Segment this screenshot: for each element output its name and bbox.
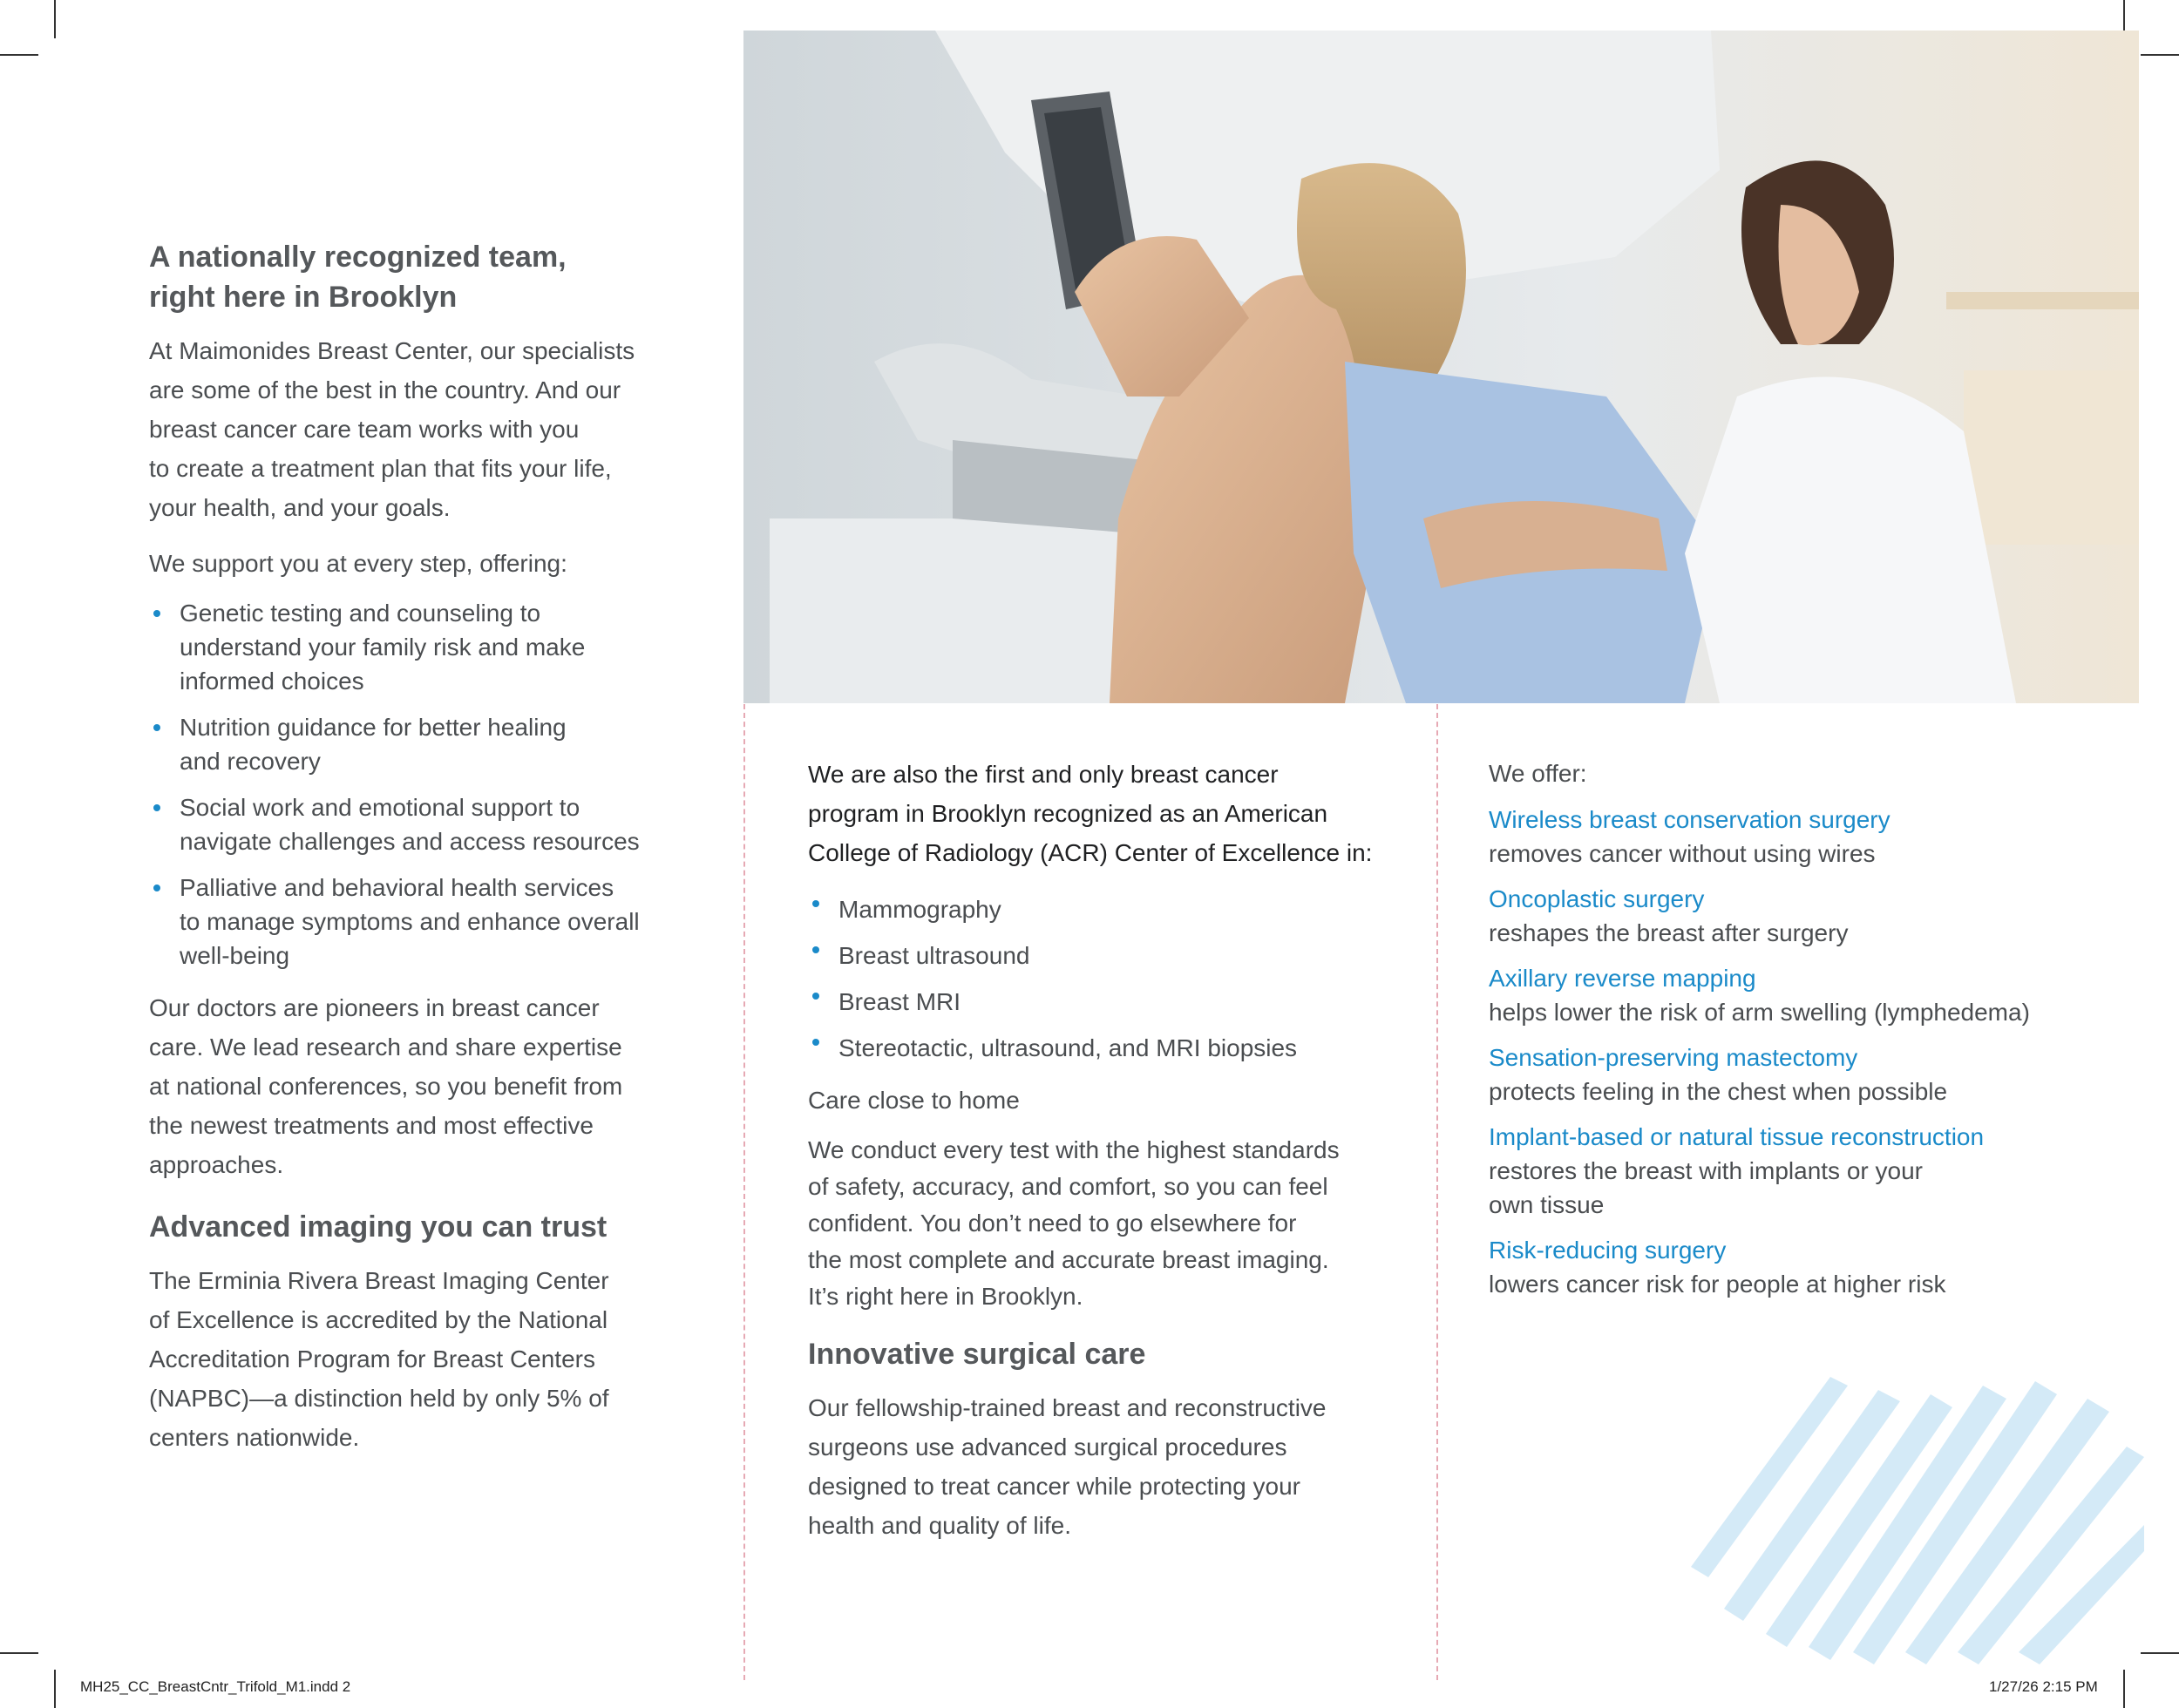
offer-item: [1489, 1120, 2134, 1222]
list-item: [149, 790, 672, 858]
crop-mark: [54, 1670, 56, 1708]
text-line: surgeons use advanced surgical procedures: [808, 1434, 1287, 1461]
text-line: the most complete and accurate breast imaging.: [808, 1246, 1329, 1273]
offer-lead: We offer:: [1489, 760, 1587, 787]
offer-item: [1489, 1040, 2134, 1108]
acr-paragraph: [808, 755, 1401, 872]
crop-mark: [2123, 1670, 2125, 1708]
photo-illustration: [743, 30, 2139, 703]
offer-title: Sensation-preserving mastectomy: [1489, 1044, 1858, 1071]
offer-desc: helps lower the risk of arm swelling (lymphedema): [1489, 999, 2030, 1026]
offer-title: Risk-reducing surgery: [1489, 1237, 1727, 1264]
text-line: At Maimonides Breast Center, our specialists: [149, 337, 635, 364]
text-line: at national conferences, so you benefit from: [149, 1073, 623, 1100]
list-item: [149, 710, 672, 778]
surgical-heading: Innovative surgical care: [808, 1338, 1146, 1371]
text-line: We are also the first and only breast cancer: [808, 761, 1279, 788]
fold-line: [1436, 704, 1438, 1680]
text-line: approaches.: [149, 1151, 284, 1178]
text-line: program in Brooklyn recognized as an American: [808, 800, 1328, 827]
text-line: of Excellence is accredited by the National: [149, 1306, 608, 1333]
intro-paragraph: [149, 331, 672, 527]
fold-line: [743, 704, 745, 1680]
list-item: [149, 596, 672, 698]
text-line: Genetic testing and counseling to: [180, 600, 541, 627]
offer-desc: [1489, 1154, 2134, 1222]
text-line: to manage symptoms and enhance overall: [180, 908, 640, 935]
crop-mark: [0, 1652, 38, 1654]
text-line: understand your family risk and make: [180, 634, 586, 661]
file-slug: MH25_CC_BreastCntr_Trifold_M1.indd 2: [80, 1678, 351, 1695]
right-column: [1489, 756, 2134, 1301]
text-line: restores the breast with implants or your: [1489, 1157, 1923, 1184]
text-line: informed choices: [180, 668, 364, 695]
care-heading: Care close to home: [808, 1087, 1020, 1114]
text-line: and recovery: [180, 748, 321, 775]
text-line: designed to treat cancer while protecting your: [808, 1473, 1300, 1500]
care-paragraph: [808, 1132, 1401, 1315]
mammography-photo: [743, 30, 2139, 703]
text-line: well-being: [180, 942, 290, 969]
support-list: [149, 596, 672, 973]
support-lead: We support you at every step, offering:: [149, 550, 567, 577]
crop-mark: [2141, 1652, 2179, 1654]
text-line: centers nationwide.: [149, 1424, 360, 1451]
pioneers-paragraph: [149, 988, 672, 1184]
list-item: Breast ultrasound: [808, 932, 1401, 979]
imaging-heading: Advanced imaging you can trust: [149, 1210, 608, 1244]
text-line: It’s right here in Brooklyn.: [808, 1283, 1083, 1310]
crop-mark: [54, 0, 56, 38]
list-item: [149, 871, 672, 973]
text-line: of safety, accuracy, and comfort, so you can feel: [808, 1173, 1328, 1200]
text-line: own tissue: [1489, 1191, 1605, 1218]
list-item: Mammography: [808, 886, 1401, 932]
text-line: Our fellowship-trained breast and reconstructive: [808, 1394, 1327, 1421]
left-column: [149, 237, 672, 1457]
text-line: breast cancer care team works with you: [149, 416, 580, 443]
surgical-paragraph: [808, 1388, 1401, 1545]
text-line: to create a treatment plan that fits your life,: [149, 455, 612, 482]
imaging-paragraph: [149, 1261, 672, 1457]
team-heading: [149, 237, 672, 317]
text-line: navigate challenges and access resources: [180, 828, 640, 855]
offer-item: [1489, 1233, 2134, 1301]
offer-desc: protects feeling in the chest when possible: [1489, 1078, 1948, 1105]
team-heading-line1: A nationally recognized team,: [149, 241, 567, 274]
text-line: are some of the best in the country. And our: [149, 376, 621, 403]
text-line: We conduct every test with the highest standards: [808, 1136, 1340, 1163]
list-item: Stereotactic, ultrasound, and MRI biopsies: [808, 1025, 1401, 1071]
text-line: the newest treatments and most effective: [149, 1112, 594, 1139]
crop-mark: [0, 54, 38, 56]
offer-item: [1489, 961, 2134, 1029]
offer-desc: removes cancer without using wires: [1489, 840, 1876, 867]
offer-title: Wireless breast conservation surgery: [1489, 806, 1891, 833]
middle-column: [808, 755, 1401, 1545]
offer-title: Axillary reverse mapping: [1489, 965, 1756, 992]
text-line: Accreditation Program for Breast Centers: [149, 1345, 595, 1372]
text-line: The Erminia Rivera Breast Imaging Center: [149, 1267, 609, 1294]
offer-item: [1489, 882, 2134, 950]
offer-item: [1489, 803, 2134, 871]
acr-list: [808, 886, 1401, 1071]
date-slug: 1/27/26 2:15 PM: [1989, 1678, 2098, 1695]
text-line: Palliative and behavioral health services: [180, 874, 614, 901]
text-line: confident. You don’t need to go elsewhere for: [808, 1210, 1297, 1237]
text-line: your health, and your goals.: [149, 494, 451, 521]
team-heading-line2: right here in Brooklyn: [149, 281, 458, 314]
text-line: Nutrition guidance for better healing: [180, 714, 567, 741]
offer-desc: lowers cancer risk for people at higher risk: [1489, 1271, 1946, 1298]
decorative-stripes: [1691, 1377, 2144, 1664]
text-line: care. We lead research and share expertise: [149, 1034, 622, 1061]
list-item: Breast MRI: [808, 979, 1401, 1025]
text-line: health and quality of life.: [808, 1512, 1071, 1539]
crop-mark: [2141, 54, 2179, 56]
offer-title: Implant-based or natural tissue reconstruction: [1489, 1123, 1985, 1150]
text-line: Our doctors are pioneers in breast cancer: [149, 994, 600, 1021]
text-line: (NAPBC)—a distinction held by only 5% of: [149, 1385, 609, 1412]
offer-title: Oncoplastic surgery: [1489, 885, 1705, 912]
text-line: College of Radiology (ACR) Center of Excellence in:: [808, 839, 1373, 866]
text-line: Social work and emotional support to: [180, 794, 580, 821]
offer-desc: reshapes the breast after surgery: [1489, 919, 1849, 946]
